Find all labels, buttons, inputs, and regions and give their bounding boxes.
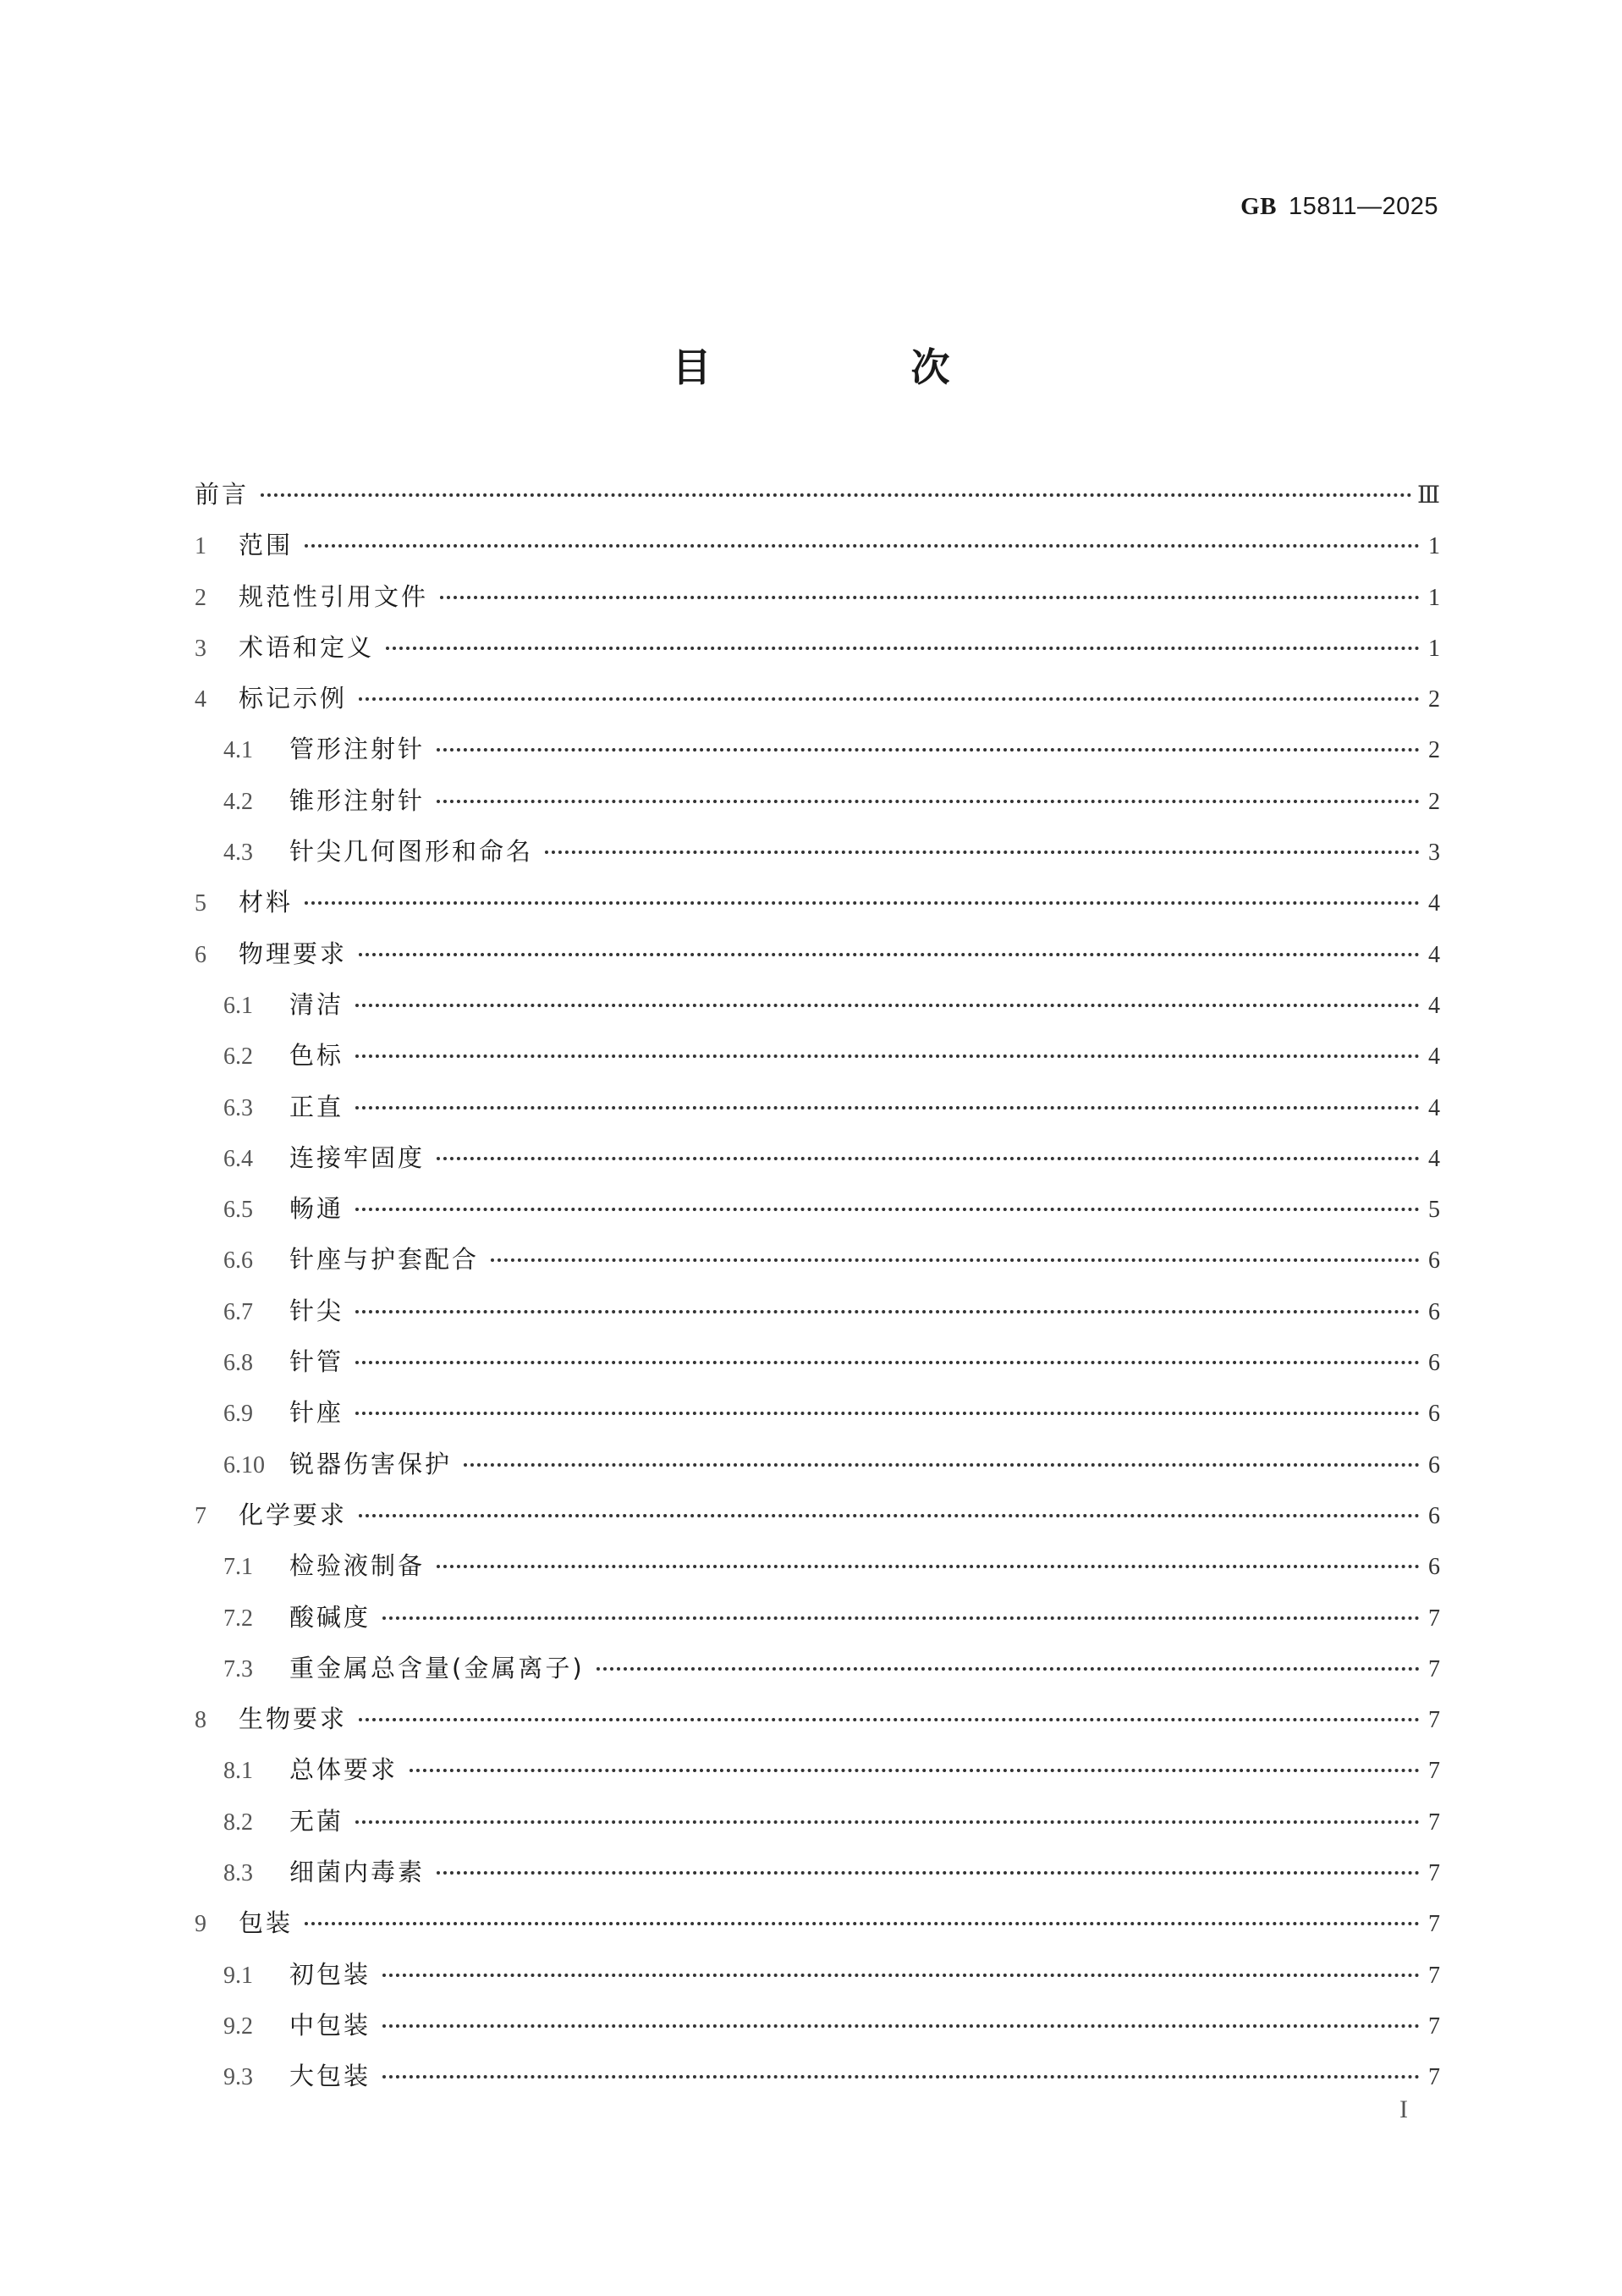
document-code <box>1240 193 1438 221</box>
toc-entry-number: 6.2 <box>223 1043 253 1071</box>
toc-entry-label: 重金属总含量(金属离子) <box>289 1653 585 1682</box>
toc-entry-label: 总体要求 <box>289 1755 399 1785</box>
toc-entry-label: 材料 <box>239 888 294 917</box>
toc-entry-page: Ⅲ <box>1416 482 1440 509</box>
toc-entry[interactable] <box>195 1496 1440 1547</box>
toc-entry-number: 6.4 <box>223 1145 253 1172</box>
standard-number: 15811—2025 <box>1288 193 1438 220</box>
toc-entry-label: 规范性引用文件 <box>239 581 429 611</box>
toc-entry-label: 物理要求 <box>239 939 348 968</box>
toc-entry-label: 术语和定义 <box>239 632 375 662</box>
toc-entry-page: 6 <box>1428 1502 1440 1529</box>
dot-leader <box>597 1667 1420 1671</box>
dot-leader <box>261 493 1412 497</box>
dot-leader <box>355 1004 1420 1007</box>
dot-leader <box>410 1769 1420 1772</box>
standard-prefix: GB <box>1240 193 1277 220</box>
toc-entry-page: 4 <box>1428 992 1440 1019</box>
dot-leader <box>355 1412 1420 1415</box>
toc-entry[interactable] <box>195 1343 1440 1394</box>
toc-entry-page: 7 <box>1428 2064 1440 2091</box>
toc-entry[interactable] <box>195 1394 1440 1445</box>
toc-entry-number: 9.2 <box>223 2012 253 2040</box>
toc-entry-number: 8.1 <box>223 1758 253 1785</box>
toc-entry-page: 7 <box>1428 1860 1440 1887</box>
toc-entry-number: 6.5 <box>223 1197 253 1224</box>
dot-leader <box>382 1974 1420 1977</box>
toc-entry-number: 5 <box>195 890 206 917</box>
dot-leader <box>359 697 1420 701</box>
toc-entry-page: 4 <box>1428 890 1440 917</box>
toc-entry[interactable] <box>195 2057 1440 2108</box>
toc-entry-page: 6 <box>1428 1554 1440 1581</box>
toc-entry-page: 7 <box>1428 1605 1440 1632</box>
dot-leader <box>545 851 1420 854</box>
toc-entry-page: 2 <box>1428 686 1440 713</box>
toc-entry-label: 连接牢固度 <box>289 1142 426 1172</box>
dot-leader <box>437 1871 1420 1875</box>
dot-leader <box>382 1616 1420 1620</box>
toc-entry-page: 4 <box>1428 1094 1440 1121</box>
toc-entry-number: 4.2 <box>223 788 253 815</box>
toc-entry[interactable] <box>195 1751 1440 1802</box>
page-title: 目 次 <box>672 344 1043 390</box>
toc-entry-number: 4.1 <box>223 737 253 764</box>
toc-entry[interactable] <box>195 1956 1440 2007</box>
toc-entry-page: 6 <box>1428 1401 1440 1428</box>
toc-entry-label: 针座与护套配合 <box>289 1245 480 1275</box>
toc-entry-page: 1 <box>1428 533 1440 560</box>
toc-entry-page: 1 <box>1428 635 1440 662</box>
toc-entry[interactable] <box>195 730 1440 781</box>
toc-entry[interactable] <box>195 986 1440 1037</box>
toc-entry[interactable] <box>195 935 1440 986</box>
toc-entry-number: 7.2 <box>223 1605 253 1632</box>
toc-entry-label: 针尖 <box>289 1296 344 1325</box>
toc-entry-label: 针座 <box>289 1398 344 1428</box>
toc-entry-number: 6.10 <box>223 1451 265 1478</box>
toc-entry-page: 7 <box>1428 1911 1440 1938</box>
toc-entry-number: 6.7 <box>223 1298 253 1325</box>
toc-entry[interactable] <box>195 1904 1440 1955</box>
toc-entry-label: 酸碱度 <box>289 1602 371 1632</box>
toc-entry-page: 3 <box>1428 840 1440 867</box>
dot-leader <box>437 748 1420 752</box>
toc-entry-number: 9.3 <box>223 2064 253 2091</box>
toc-entry-label: 锥形注射针 <box>289 785 426 815</box>
toc-entry-number: 6.1 <box>223 992 253 1019</box>
toc-entry-label: 化学要求 <box>239 1500 348 1529</box>
toc-entry-label: 范围 <box>239 531 294 560</box>
toc-entry[interactable] <box>195 526 1440 577</box>
dot-leader <box>437 1157 1420 1160</box>
toc-entry-label: 包装 <box>239 1908 294 1938</box>
dot-leader <box>437 1565 1420 1568</box>
dot-leader <box>382 2024 1420 2028</box>
toc-entry-page: 2 <box>1428 737 1440 764</box>
toc-entry-number: 6.9 <box>223 1401 253 1428</box>
toc-entry[interactable] <box>195 629 1440 680</box>
toc-entry-page: 6 <box>1428 1247 1440 1275</box>
toc-entry-number: 9.1 <box>223 1962 253 1989</box>
dot-leader <box>355 1106 1420 1109</box>
toc-entry[interactable] <box>195 1037 1440 1087</box>
toc-entry-label: 无菌 <box>289 1806 344 1836</box>
toc-entry[interactable] <box>195 680 1440 730</box>
table-of-contents <box>195 476 1440 2109</box>
dot-leader <box>464 1463 1420 1467</box>
dot-leader <box>355 1361 1420 1364</box>
dot-leader <box>355 1310 1420 1313</box>
toc-entry-label: 生物要求 <box>239 1704 348 1734</box>
toc-entry[interactable] <box>195 1853 1440 1904</box>
toc-entry-label: 针管 <box>289 1347 344 1377</box>
toc-entry-label: 畅通 <box>289 1194 344 1224</box>
toc-entry-number: 1 <box>195 533 206 560</box>
toc-entry-label: 大包装 <box>289 2062 371 2091</box>
toc-entry-label: 针尖几何图形和命名 <box>289 837 534 867</box>
toc-entry-number: 7.1 <box>223 1554 253 1581</box>
toc-entry-page: 2 <box>1428 788 1440 815</box>
dot-leader <box>355 1820 1420 1824</box>
dot-leader <box>355 1208 1420 1211</box>
toc-entry-number: 6.6 <box>223 1247 253 1275</box>
toc-entry-page: 6 <box>1428 1350 1440 1377</box>
dot-leader <box>386 647 1420 650</box>
dot-leader <box>305 1922 1420 1925</box>
toc-entry[interactable] <box>195 1190 1440 1241</box>
toc-entry-label: 正直 <box>289 1092 344 1121</box>
toc-entry-label: 初包装 <box>289 1959 371 1989</box>
toc-entry[interactable] <box>195 578 1440 629</box>
toc-entry-page: 4 <box>1428 1043 1440 1071</box>
toc-entry-page: 4 <box>1428 941 1440 968</box>
toc-entry-label: 管形注射针 <box>289 735 426 764</box>
toc-entry-label: 色标 <box>289 1041 344 1071</box>
toc-entry[interactable] <box>195 1241 1440 1291</box>
toc-entry-page: 7 <box>1428 1707 1440 1734</box>
toc-entry-number: 9 <box>195 1911 206 1938</box>
toc-entry-label: 锐器伤害保护 <box>289 1449 453 1478</box>
toc-entry-number: 6 <box>195 941 206 968</box>
toc-entry[interactable] <box>195 476 1440 526</box>
dot-leader <box>359 1514 1420 1517</box>
toc-entry[interactable] <box>195 1599 1440 1649</box>
toc-entry[interactable] <box>195 833 1440 884</box>
dot-leader <box>382 2075 1420 2079</box>
toc-entry-page: 7 <box>1428 1962 1440 1989</box>
toc-entry-label: 前言 <box>195 480 250 509</box>
toc-entry-number: 7.3 <box>223 1655 253 1682</box>
toc-entry-page: 1 <box>1428 584 1440 611</box>
toc-entry-number: 8.2 <box>223 1809 253 1836</box>
toc-entry-page: 6 <box>1428 1451 1440 1478</box>
toc-entry[interactable] <box>195 1292 1440 1343</box>
toc-entry[interactable] <box>195 1649 1440 1700</box>
toc-entry[interactable] <box>195 1139 1440 1190</box>
toc-entry-number: 4 <box>195 686 206 713</box>
toc-entry-label: 检验液制备 <box>289 1551 426 1581</box>
toc-entry-page: 5 <box>1428 1197 1440 1224</box>
dot-leader <box>437 800 1420 803</box>
toc-entry[interactable] <box>195 884 1440 934</box>
toc-entry-number: 2 <box>195 584 206 611</box>
dot-leader <box>491 1258 1420 1262</box>
toc-entry-number: 8.3 <box>223 1860 253 1887</box>
toc-entry-page: 7 <box>1428 1809 1440 1836</box>
toc-entry-label: 清洁 <box>289 989 344 1019</box>
toc-entry[interactable] <box>195 1803 1440 1853</box>
dot-leader <box>305 901 1420 905</box>
toc-entry-page: 4 <box>1428 1145 1440 1172</box>
toc-entry[interactable] <box>195 2007 1440 2057</box>
toc-entry-label: 标记示例 <box>239 684 348 713</box>
toc-entry[interactable] <box>195 1088 1440 1139</box>
dot-leader <box>355 1054 1420 1058</box>
toc-entry-number: 3 <box>195 635 206 662</box>
toc-entry-number: 6.3 <box>223 1094 253 1121</box>
toc-entry[interactable] <box>195 1547 1440 1598</box>
toc-entry[interactable] <box>195 782 1440 833</box>
page-number: I <box>1399 2095 1408 2123</box>
toc-entry-label: 中包装 <box>289 2010 371 2040</box>
toc-entry-page: 7 <box>1428 1758 1440 1785</box>
toc-entry-number: 8 <box>195 1707 206 1734</box>
dot-leader <box>359 1718 1420 1721</box>
toc-entry-page: 7 <box>1428 1655 1440 1682</box>
toc-entry-label: 细菌内毒素 <box>289 1858 426 1887</box>
dot-leader <box>359 953 1420 956</box>
dot-leader <box>440 596 1420 599</box>
toc-entry-number: 7 <box>195 1502 206 1529</box>
toc-entry-number: 6.8 <box>223 1350 253 1377</box>
toc-entry-page: 6 <box>1428 1298 1440 1325</box>
toc-entry-number: 4.3 <box>223 840 253 867</box>
toc-entry-page: 7 <box>1428 2012 1440 2040</box>
dot-leader <box>305 544 1420 548</box>
toc-entry[interactable] <box>195 1700 1440 1751</box>
toc-entry[interactable] <box>195 1445 1440 1496</box>
